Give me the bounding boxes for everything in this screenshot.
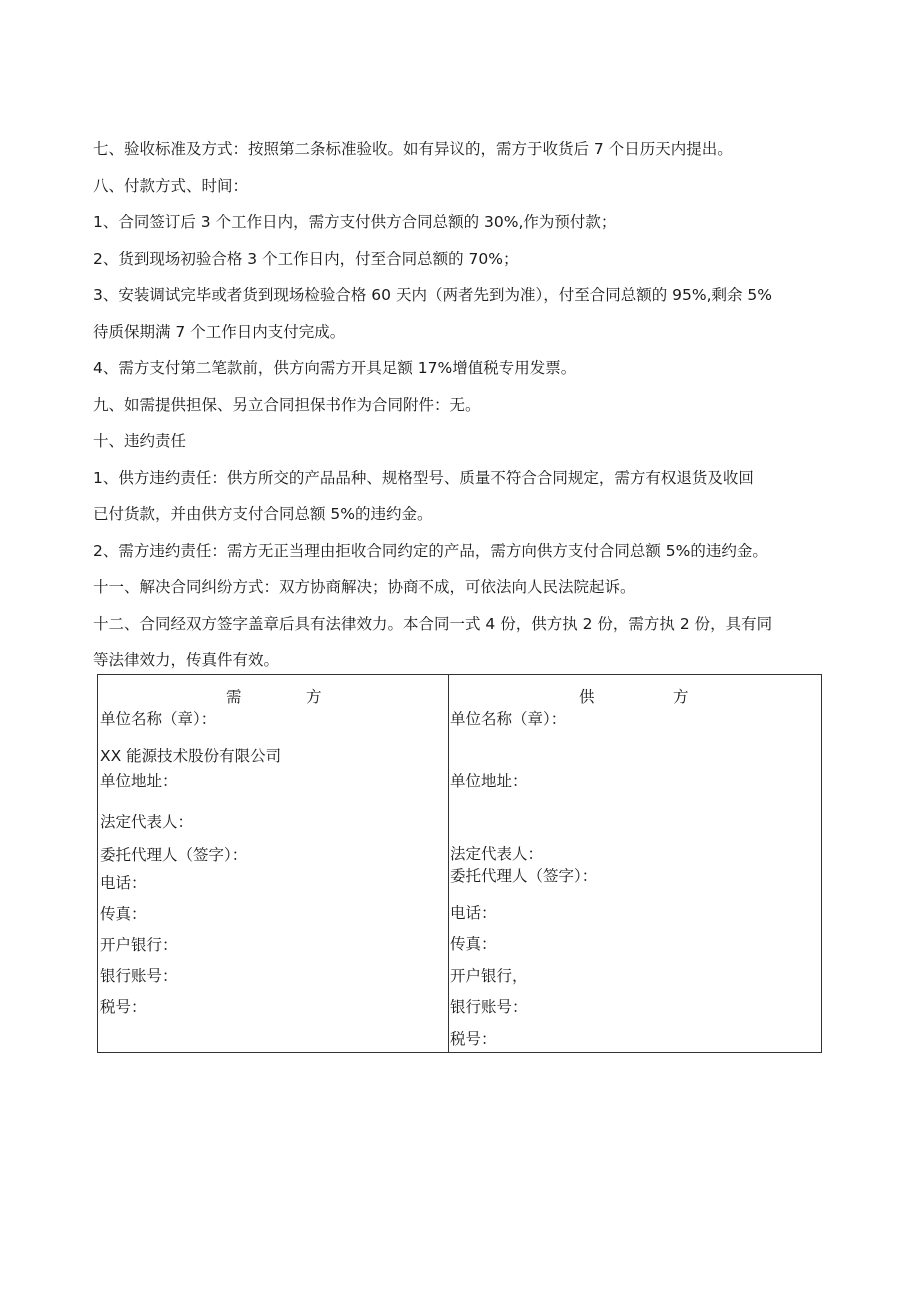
seller-header-char-1: 供 bbox=[579, 688, 595, 706]
seller-unit-name-label: 单位名称（章）： bbox=[450, 710, 567, 728]
clause-8-payment-heading: 八、付款方式、时间： bbox=[93, 176, 249, 195]
clause-8-item-3: 3、安装调试完毕或者货到现场检验合格 60 天内（两者先到为准），付至合同总额的 95%,剩余 5% bbox=[93, 286, 773, 304]
buyer-bank-label: 开户银行： bbox=[100, 936, 178, 954]
seller-account-label: 银行账号： bbox=[450, 998, 528, 1016]
buyer-phone-label: 电话： bbox=[100, 874, 147, 892]
buyer-fax-label: 传真： bbox=[100, 905, 147, 923]
seller-fax-label: 传真： bbox=[450, 935, 497, 953]
clause-10-item-1: 1、供方违约责任：供方所交的产品品种、规格型号、质量不符合合同规定，需方有权退货及收回 bbox=[93, 468, 754, 487]
column-divider bbox=[448, 675, 449, 1052]
seller-agent-label: 委托代理人（签字）： bbox=[450, 867, 598, 885]
clause-8-item-2: 2、货到现场初验合格 3 个工作日内，付至合同总额的 70%； bbox=[93, 249, 519, 268]
signature-table bbox=[97, 674, 822, 1053]
clause-10-item-1-cont: 已付货款，并由供方支付合同总额 5%的违约金。 bbox=[93, 505, 433, 523]
clause-9-guarantee: 九、如需提供担保、另立合同担保书作为合同附件：无。 bbox=[93, 395, 481, 414]
buyer-header-char-2: 方 bbox=[306, 688, 322, 706]
clause-8-item-4: 4、需方支付第二笔款前，供方向需方开具足额 17%增值税专用发票。 bbox=[93, 359, 577, 377]
buyer-agent-label: 委托代理人（签字）： bbox=[100, 846, 248, 864]
buyer-address-label: 单位地址： bbox=[100, 772, 178, 790]
seller-legal-rep-label: 法定代表人： bbox=[450, 845, 544, 863]
clause-10-liability-heading: 十、违约责任 bbox=[93, 432, 187, 450]
clause-8-item-1: 1、合同签订后 3 个工作日内，需方支付供方合同总额的 30%,作为预付款； bbox=[93, 213, 617, 231]
buyer-tax-label: 税号： bbox=[100, 998, 147, 1016]
contract-clauses bbox=[93, 131, 828, 679]
clause-7-acceptance: 七、验收标准及方式：按照第二条标准验收。如有异议的，需方于收货后 7 个日历天内提出。 bbox=[93, 140, 733, 158]
clause-12-validity-cont: 等法律效力，传真件有效。 bbox=[93, 651, 280, 669]
seller-address-label: 单位地址： bbox=[450, 772, 528, 790]
seller-tax-label: 税号： bbox=[450, 1030, 497, 1048]
buyer-unit-name-value: XX 能源技术股份有限公司 bbox=[100, 747, 282, 765]
buyer-legal-rep-label: 法定代表人： bbox=[100, 813, 194, 831]
clause-8-item-3-cont: 待质保期满 7 个工作日内支付完成。 bbox=[93, 322, 346, 341]
buyer-account-label: 银行账号： bbox=[100, 967, 178, 985]
clause-10-item-2: 2、需方违约责任：需方无正当理由拒收合同约定的产品，需方向供方支付合同总额 5%的违约金。 bbox=[93, 541, 768, 560]
seller-bank-label: 开户银行， bbox=[450, 967, 528, 985]
buyer-unit-name-label: 单位名称（章）： bbox=[100, 710, 217, 728]
clause-12-validity: 十二、合同经双方签字盖章后具有法律效力。本合同一式 4 份，供方执 2 份，需方执 2 份，具有同 bbox=[93, 614, 773, 633]
buyer-header-char-1: 需 bbox=[226, 688, 242, 706]
seller-phone-label: 电话： bbox=[450, 904, 497, 922]
seller-header-char-2: 方 bbox=[673, 688, 689, 706]
clause-11-dispute: 十一、解决合同纠纷方式：双方协商解决；协商不成，可依法向人民法院起诉。 bbox=[93, 578, 636, 596]
